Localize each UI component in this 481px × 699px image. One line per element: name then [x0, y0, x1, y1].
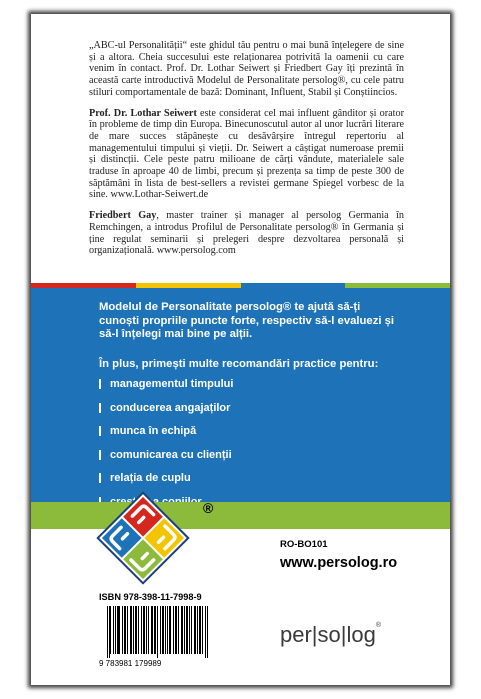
barcode-bar [173, 606, 174, 654]
barcode-bar [165, 606, 166, 654]
bullet-bar-icon [99, 403, 101, 413]
panel-lead-text: Modelul de Personalitate persolog® te ajută să-ți cunoști propriile puncte forte, respectiv să-l evaluezi și să-l înțelegi mai bine pe alții. [99, 301, 395, 341]
barcode-bar [144, 606, 145, 654]
barcode-bar [136, 606, 137, 654]
barcode-bar [163, 606, 164, 654]
barcode-bar [181, 606, 182, 654]
isbn-label: ISBN 978-398-11-7998-9 [99, 592, 202, 602]
barcode-bar [186, 606, 187, 654]
barcode-bar [110, 606, 111, 654]
barcode-bar [182, 606, 183, 654]
barcode-bar [115, 606, 116, 654]
bullet-bar-icon [99, 450, 101, 460]
barcode-bar [146, 606, 147, 654]
book-back-cover [31, 14, 450, 685]
paragraph-seiwert: Prof. Dr. Lothar Seiwert este considerat cel mai influent gânditor și orator în probleme de timp din Europa. Binecunoscutul autor al unor lucrări literare de mare succes stăpânește cu desăvârșire întregul repertoriu al managementului timpului și vieții. Dr. Seiwert a câștigat numeroase premii și distincții. Cele peste patru milioane de cărți vândute, materialele sale traduse în aproape 40 de limbi, precum și prezența sa timp de peste 300 de săptămâni în lista de best-sellers a revistei germane Spiegel vorbesc de la sine. www.Lothar-Seiwert.de [89, 107, 405, 201]
barcode-bar [148, 606, 149, 654]
barcode-bar [131, 606, 132, 654]
barcode-bar [143, 606, 144, 654]
list-item: relația de cuplu [99, 472, 233, 496]
barcode-bar [155, 606, 156, 654]
barcode-bar [167, 606, 168, 654]
website-url: www.persolog.ro [280, 555, 398, 571]
barcode-bar [178, 606, 179, 654]
paragraph-gay: Friedbert Gay, master trainer și manager al persolog Germania în Remchingen, a introdus Profilul de Personalitate persolog® în Germania și ține regulat seminarii și prelegeri despre dezvoltarea personală și organizațională. www.persolog.com [89, 210, 404, 257]
green-band [31, 502, 450, 529]
barcode-bar [176, 606, 177, 654]
bullet-bar-icon [99, 473, 101, 483]
barcode-bar [170, 606, 171, 654]
barcode-bar [189, 606, 190, 654]
barcode-bar [151, 606, 152, 654]
barcode-icon [97, 604, 210, 668]
list-item: managementul timpului [99, 378, 233, 402]
product-code: RO-BO101 [280, 539, 328, 550]
barcode-bar [124, 606, 125, 654]
barcode-bar [127, 606, 128, 654]
barcode-bar [160, 606, 161, 654]
barcode-bar [125, 606, 126, 654]
barcode-bar [197, 606, 198, 654]
list-item: conducerea angajaților [99, 402, 233, 426]
list-item: comunicarea cu clienții [99, 449, 233, 473]
barcode-bar [107, 606, 108, 658]
bullet-bar-icon [99, 379, 101, 389]
bullet-bar-icon [99, 426, 101, 436]
barcode-bar [138, 606, 139, 654]
barcode-bar [141, 606, 142, 654]
barcode-bar [113, 606, 114, 654]
blue-panel [31, 288, 450, 502]
barcode-bar [205, 606, 206, 658]
barcode-bar [202, 606, 203, 654]
barcode-bar [135, 606, 136, 654]
description-text [89, 40, 404, 266]
barcode-bar [157, 606, 158, 658]
barcode-bar [118, 606, 119, 654]
barcode-digits: 9 783981 179989 [99, 659, 162, 668]
barcode-bar [191, 606, 192, 654]
barcode-bar [119, 606, 120, 654]
barcode-bar [187, 606, 188, 654]
barcode-bar [169, 606, 170, 654]
barcode-bar [200, 606, 201, 654]
barcode-bar [133, 606, 134, 654]
paragraph-intro: „ABC-ul Personalității“ este ghidul tău pentru o mai bună înțelegere de sine și a altora. Cheia succesului este relaționarea potrivită la oamenii cu care venim în contact. Prof. Dr. Lothar Seiwert și Friedbert Gay îți prezintă în această carte introductivă Modelul de Personalitate persolog®, cu cele patru stiluri comportamentale de bază: Dominant, Influent, Stabil și Conștiincios. [89, 40, 404, 98]
barcode-bar [154, 606, 155, 654]
persolog-logo-icon [95, 490, 191, 586]
barcode-bar [162, 606, 163, 654]
barcode-bar [199, 606, 200, 654]
barcode-bar [117, 606, 118, 654]
barcode-bar [130, 606, 131, 654]
barcode-bar [152, 606, 153, 654]
barcode-bar [122, 606, 123, 654]
barcode-bar [195, 606, 196, 654]
logo-registered-mark: ® [203, 500, 214, 516]
panel-plus-text: În plus, primești multe recomandări practice pentru: [99, 358, 379, 370]
barcode-bar [184, 606, 185, 654]
list-item: munca în echipă [99, 425, 233, 449]
barcode-bar [207, 606, 208, 658]
barcode-bar [175, 606, 176, 654]
barcode-bar [194, 606, 195, 654]
persolog-brand-mark: per|so|log® [280, 622, 381, 647]
barcode-bar [109, 606, 110, 658]
